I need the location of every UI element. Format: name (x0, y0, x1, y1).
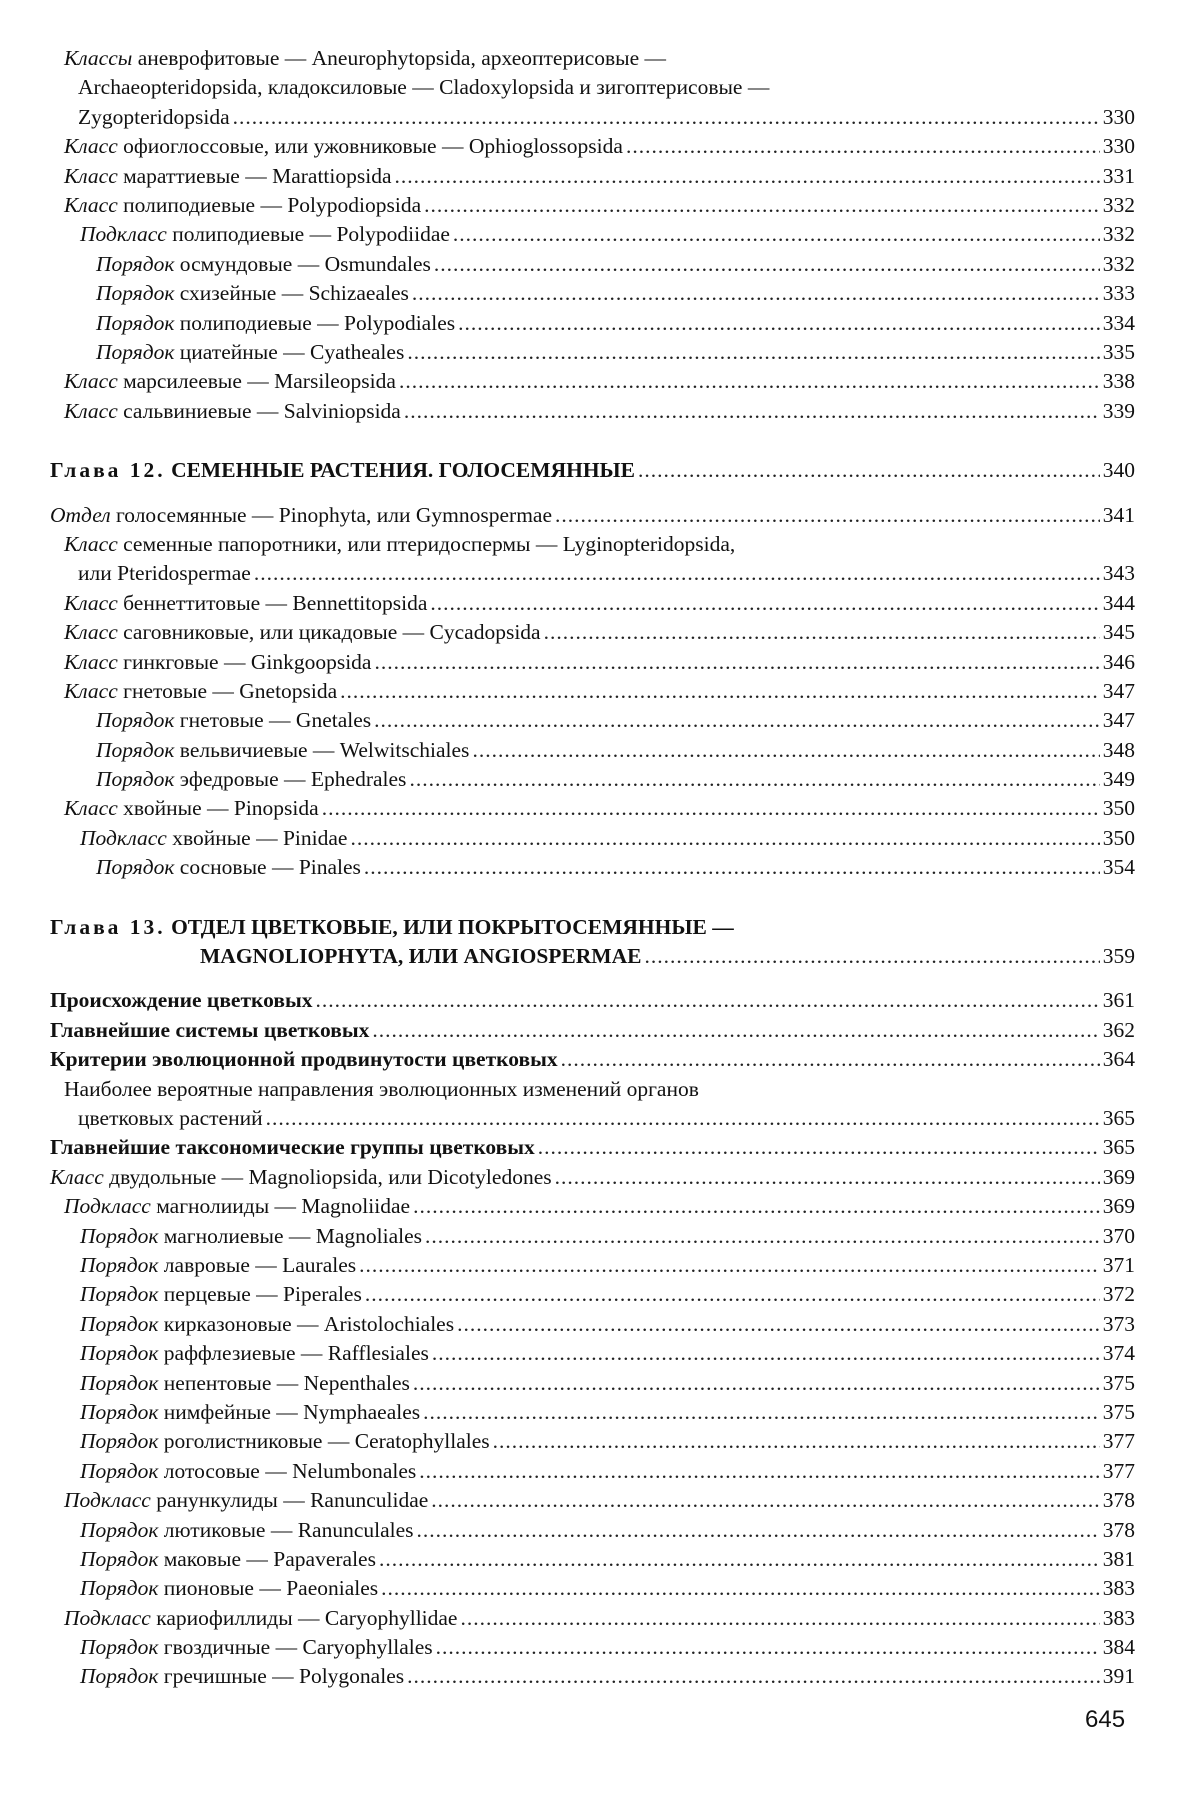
section-title: Главнейшие таксономические группы цветковых (50, 1135, 535, 1160)
page-ref: 343 (1102, 561, 1135, 586)
leader-dots (404, 397, 1100, 426)
leader-dots (417, 1516, 1100, 1545)
entry-rank: Подкласс (80, 222, 167, 247)
entry-rank: Класс (64, 134, 118, 159)
entry-text-continued: Archaeopteridopsida, кладоксиловые — Cladoxylopsida и зигоптерисовые — (78, 75, 770, 100)
entry-text: гвоздичные — Caryophyllales (163, 1635, 433, 1660)
entry-text: двудольные — Magnoliopsida, или Dicotyledones (109, 1164, 552, 1189)
entry-text: хвойные — Pinidae (172, 825, 348, 850)
entry-text: маковые — Papaverales (163, 1546, 376, 1571)
leader-dots (460, 1604, 1099, 1633)
entry-text: мараттиевые — Marattiopsida (123, 163, 392, 188)
leader-dots (395, 162, 1100, 191)
page-ref: 371 (1102, 1252, 1135, 1277)
leader-dots (233, 103, 1100, 132)
page-ref: 381 (1102, 1546, 1135, 1571)
entry-text: офиоглоссовые, или ужовниковые — Ophioglossopsida (123, 134, 623, 159)
page-ref: 359 (1102, 944, 1135, 969)
page-ref: 330 (1102, 134, 1135, 159)
page-ref: 332 (1102, 251, 1135, 276)
toc-entry (50, 162, 1135, 191)
entry-rank: Порядок (80, 1399, 159, 1424)
leader-dots (379, 1545, 1100, 1574)
leader-dots (423, 1398, 1100, 1427)
leader-dots (555, 501, 1100, 530)
entry-rank: Порядок (80, 1546, 159, 1571)
entry-rank: Классы (64, 46, 133, 70)
page-ref: 391 (1102, 1664, 1135, 1689)
leader-dots (493, 1427, 1100, 1456)
toc-entry (50, 1280, 1135, 1309)
page-ref: 372 (1102, 1282, 1135, 1307)
entry-text: лютиковые — Ranunculales (163, 1517, 414, 1542)
toc-entry (50, 1633, 1135, 1662)
toc-entry (50, 1192, 1135, 1221)
section-title: Критерии эволюционной продвинутости цветковых (50, 1047, 558, 1072)
toc-entry (50, 1310, 1135, 1339)
leader-dots (350, 824, 1099, 853)
table-of-contents (50, 44, 1135, 1692)
toc-entry (50, 1369, 1135, 1398)
toc-entry (50, 706, 1135, 735)
toc-entry (50, 1222, 1135, 1251)
page-ref: 362 (1102, 1017, 1135, 1042)
entry-rank: Порядок (80, 1458, 159, 1483)
entry-text: осмундовые — Osmundales (179, 251, 431, 276)
entry-text: пионовые — Paeoniales (163, 1576, 379, 1601)
page-ref: 354 (1102, 855, 1135, 880)
page-ref: 350 (1102, 796, 1135, 821)
entry-text: полиподиевые — Polypodiales (179, 310, 456, 335)
entry-rank: Порядок (80, 1517, 159, 1542)
page-ref: 365 (1102, 1106, 1135, 1131)
leader-dots (419, 1457, 1099, 1486)
entry-rank: Порядок (96, 737, 175, 762)
entry-text: перцевые — Piperales (163, 1282, 362, 1307)
toc-entry (50, 677, 1135, 706)
entry-rank: Отдел (50, 502, 111, 527)
leader-dots (407, 1662, 1100, 1691)
leader-dots (561, 1045, 1100, 1074)
subsection-title-continued: цветковых растений (78, 1106, 263, 1131)
toc-entry (50, 1486, 1135, 1515)
entry-rank: Класс (64, 590, 118, 615)
entry-text: кирказоновые — Aristolochiales (163, 1311, 455, 1336)
leader-dots (430, 589, 1099, 618)
chapter-title: ОТДЕЛ ЦВЕТКОВЫЕ, ИЛИ ПОКРЫТОСЕМЯННЫЕ — (171, 914, 734, 939)
entry-text: непентовые — Nepenthales (163, 1370, 410, 1395)
page-ref: 349 (1102, 767, 1135, 792)
entry-rank: Класс (64, 163, 118, 188)
entry-rank: Порядок (80, 1664, 159, 1689)
entry-text: кариофиллиды — Caryophyllidae (156, 1605, 458, 1630)
leader-dots (322, 794, 1100, 823)
entry-text: вельвичиевые — Welwitschiales (179, 737, 470, 762)
page-ref: 332 (1102, 193, 1135, 217)
toc-section (50, 1045, 1135, 1074)
entry-rank: Класс (64, 620, 118, 645)
chapter-title: СЕМЕННЫЕ РАСТЕНИЯ. ГОЛОСЕМЯННЫЕ (171, 458, 635, 483)
toc-entry (50, 309, 1135, 338)
entry-text: магнолииды — Magnoliidae (156, 1194, 411, 1219)
page-ref: 383 (1102, 1605, 1135, 1630)
toc-entry (50, 1545, 1135, 1574)
page-ref: 348 (1102, 737, 1135, 762)
entry-rank: Порядок (80, 1311, 159, 1336)
leader-dots (372, 1016, 1099, 1045)
page-ref: 370 (1102, 1223, 1135, 1248)
entry-text: сосновые — Pinales (179, 855, 361, 880)
entry-text: полиподиевые — Polypodiidae (172, 222, 450, 247)
chapter-heading (50, 456, 1135, 485)
toc-entry (50, 191, 1135, 220)
entry-text: схизейные — Schizaeales (179, 281, 409, 306)
leader-dots (638, 456, 1100, 485)
page-ref: 361 (1102, 988, 1135, 1013)
page-ref: 341 (1102, 502, 1135, 527)
leader-dots (409, 765, 1099, 794)
toc-entry (50, 736, 1135, 765)
page-ref: 378 (1102, 1517, 1135, 1542)
page-ref: 375 (1102, 1399, 1135, 1424)
toc-entry (50, 1339, 1135, 1368)
page-ref: 373 (1102, 1311, 1135, 1336)
leader-dots (359, 1251, 1100, 1280)
page-ref: 347 (1102, 678, 1135, 703)
entry-text: магнолиевые — Magnoliales (163, 1223, 423, 1248)
leader-dots (458, 309, 1100, 338)
leader-dots (412, 279, 1100, 308)
toc-entry (50, 1574, 1135, 1603)
page-ref: 338 (1102, 369, 1135, 394)
entry-text: беннеттитовые — Bennettitopsida (123, 590, 428, 615)
leader-dots (544, 618, 1100, 647)
entry-rank: Класс (64, 678, 118, 703)
page-ref: 375 (1102, 1370, 1135, 1395)
entry-rank: Класс (64, 369, 118, 394)
toc-entry (50, 589, 1135, 618)
entry-rank: Класс (64, 193, 118, 217)
toc-entry (50, 338, 1135, 367)
leader-dots (431, 1486, 1099, 1515)
toc-entry (50, 44, 1135, 132)
page-ref: 346 (1102, 649, 1135, 674)
entry-rank: Класс (64, 531, 118, 556)
page-ref: 335 (1102, 339, 1135, 364)
toc-entry (50, 1251, 1135, 1280)
entry-rank: Порядок (96, 339, 175, 364)
entry-text: циатейные — Cyatheales (179, 339, 405, 364)
entry-text: голосемянные — Pinophyta, или Gymnospermae (115, 502, 552, 527)
entry-text: нимфейные — Nymphaeales (163, 1399, 421, 1424)
toc-entry (50, 530, 1135, 589)
page-ref: 383 (1102, 1576, 1135, 1601)
entry-text: раффлезиевые — Rafflesiales (163, 1341, 429, 1366)
toc-entry (50, 1427, 1135, 1456)
toc-entry (50, 1604, 1135, 1633)
toc-entry (50, 794, 1135, 823)
page-ref: 365 (1102, 1135, 1135, 1160)
toc-entry (50, 1457, 1135, 1486)
entry-rank: Порядок (96, 281, 175, 306)
page-ref: 374 (1102, 1341, 1135, 1366)
entry-rank: Порядок (80, 1341, 159, 1366)
entry-text: лавровые — Laurales (163, 1252, 357, 1277)
entry-text: лотосовые — Nelumbonales (163, 1458, 417, 1483)
leader-dots (457, 1310, 1100, 1339)
entry-rank: Подкласс (80, 825, 167, 850)
toc-section (50, 1016, 1135, 1045)
page-ref: 340 (1102, 458, 1135, 483)
toc-entry (50, 1398, 1135, 1427)
entry-rank: Порядок (80, 1635, 159, 1660)
toc-section (50, 1133, 1135, 1162)
entry-text: аневрофитовые — Aneurophytopsida, археоптерисовые — (137, 46, 667, 70)
page-ref: 364 (1102, 1047, 1135, 1072)
page-ref: 339 (1102, 398, 1135, 423)
leader-dots (626, 132, 1100, 161)
leader-dots (644, 942, 1099, 971)
page-ref: 333 (1102, 281, 1135, 306)
leader-dots (374, 706, 1100, 735)
toc-entry (50, 765, 1135, 794)
toc-entry (50, 250, 1135, 279)
leader-dots (453, 220, 1100, 249)
page-ref: 332 (1102, 222, 1135, 247)
chapter-label: Глава 12. (50, 458, 166, 483)
subsection-title: Наиболее вероятные направления эволюционных изменений органов (64, 1076, 699, 1101)
entry-text: гинкговые — Ginkgoopsida (123, 649, 372, 674)
toc-section (50, 986, 1135, 1015)
page-number: 645 (1085, 1706, 1126, 1733)
leader-dots (407, 338, 1099, 367)
page-ref: 344 (1102, 590, 1135, 615)
toc-entry (50, 1163, 1135, 1192)
entry-rank: Порядок (80, 1223, 159, 1248)
entry-rank: Порядок (96, 767, 175, 792)
toc-entry (50, 648, 1135, 677)
entry-rank: Класс (64, 649, 118, 674)
entry-text: гречишные — Polygonales (163, 1664, 405, 1689)
page-ref: 330 (1102, 104, 1135, 129)
leader-dots (555, 1163, 1100, 1192)
page-ref: 331 (1102, 163, 1135, 188)
leader-dots (436, 1633, 1100, 1662)
chapter-label: Глава 13. (50, 914, 166, 939)
page-ref: 347 (1102, 708, 1135, 733)
entry-rank: Подкласс (64, 1488, 151, 1513)
leader-dots (413, 1192, 1100, 1221)
leader-dots (399, 367, 1100, 396)
entry-rank: Порядок (80, 1576, 159, 1601)
chapter-heading (50, 913, 1135, 972)
page-ref: 350 (1102, 825, 1135, 850)
toc-entry (50, 618, 1135, 647)
leader-dots (434, 250, 1100, 279)
chapter-title-continued: MAGNOLIOPHYTA, ИЛИ ANGIOSPERMAE (200, 944, 642, 969)
entry-text: полиподиевые — Polypodiopsida (123, 193, 422, 217)
entry-text: марсилеевые — Marsileopsida (123, 369, 396, 394)
entry-text: гнетовые — Gnetopsida (123, 678, 338, 703)
entry-text-continued: или Pteridospermae (78, 561, 251, 586)
section-title: Происхождение цветковых (50, 988, 313, 1013)
entry-rank: Порядок (96, 708, 175, 733)
entry-rank: Порядок (80, 1370, 159, 1395)
entry-text: саговниковые, или цикадовые — Cycadopsida (123, 620, 541, 645)
page-ref: 378 (1102, 1488, 1135, 1513)
toc-entry (50, 367, 1135, 396)
leader-dots (381, 1574, 1100, 1603)
toc-entry (50, 397, 1135, 426)
toc-entry (50, 824, 1135, 853)
toc-entry (50, 220, 1135, 249)
section-title: Главнейшие системы цветковых (50, 1017, 370, 1042)
toc-entry (50, 1516, 1135, 1545)
toc-entry (50, 132, 1135, 161)
leader-dots (538, 1133, 1100, 1162)
entry-rank: Подкласс (64, 1605, 151, 1630)
entry-text: ранункулиды — Ranunculidae (156, 1488, 429, 1513)
leader-dots (340, 677, 1100, 706)
entry-text: роголистниковые — Ceratophyllales (163, 1429, 490, 1454)
entry-rank: Порядок (80, 1252, 159, 1277)
leader-dots (424, 191, 1100, 220)
entry-rank: Порядок (96, 251, 175, 276)
entry-rank: Порядок (80, 1282, 159, 1307)
page-ref: 345 (1102, 620, 1135, 645)
entry-rank: Класс (50, 1164, 104, 1189)
leader-dots (472, 736, 1099, 765)
entry-rank: Порядок (80, 1429, 159, 1454)
page-ref: 334 (1102, 310, 1135, 335)
entry-text: гнетовые — Gnetales (179, 708, 372, 733)
toc-entry (50, 853, 1135, 882)
page-ref: 369 (1102, 1164, 1135, 1189)
leader-dots (432, 1339, 1100, 1368)
leader-dots (413, 1369, 1100, 1398)
leader-dots (365, 1280, 1100, 1309)
entry-text: семенные папоротники, или птеридоспермы — Lyginopteridopsida, (123, 531, 736, 556)
entry-rank: Класс (64, 398, 118, 423)
leader-dots (364, 853, 1100, 882)
leader-dots (316, 986, 1100, 1015)
leader-dots (374, 648, 1099, 677)
leader-dots (266, 1104, 1100, 1133)
entry-rank: Порядок (96, 855, 175, 880)
leader-dots (425, 1222, 1100, 1251)
entry-rank: Порядок (96, 310, 175, 335)
toc-entry (50, 501, 1135, 530)
page-ref: 377 (1102, 1429, 1135, 1454)
page-ref: 369 (1102, 1194, 1135, 1219)
toc-entry (50, 1662, 1135, 1691)
entry-text: эфедровые — Ephedrales (179, 767, 407, 792)
entry-rank: Подкласс (64, 1194, 151, 1219)
entry-text-continued: Zygopteridopsida (78, 104, 230, 129)
page-ref: 384 (1102, 1635, 1135, 1660)
page-ref: 377 (1102, 1458, 1135, 1483)
entry-text: хвойные — Pinopsida (123, 796, 319, 821)
entry-text: сальвиниевые — Salviniopsida (123, 398, 401, 423)
toc-entry (50, 279, 1135, 308)
toc-subsection (50, 1075, 1135, 1134)
leader-dots (254, 559, 1100, 588)
entry-rank: Класс (64, 796, 118, 821)
